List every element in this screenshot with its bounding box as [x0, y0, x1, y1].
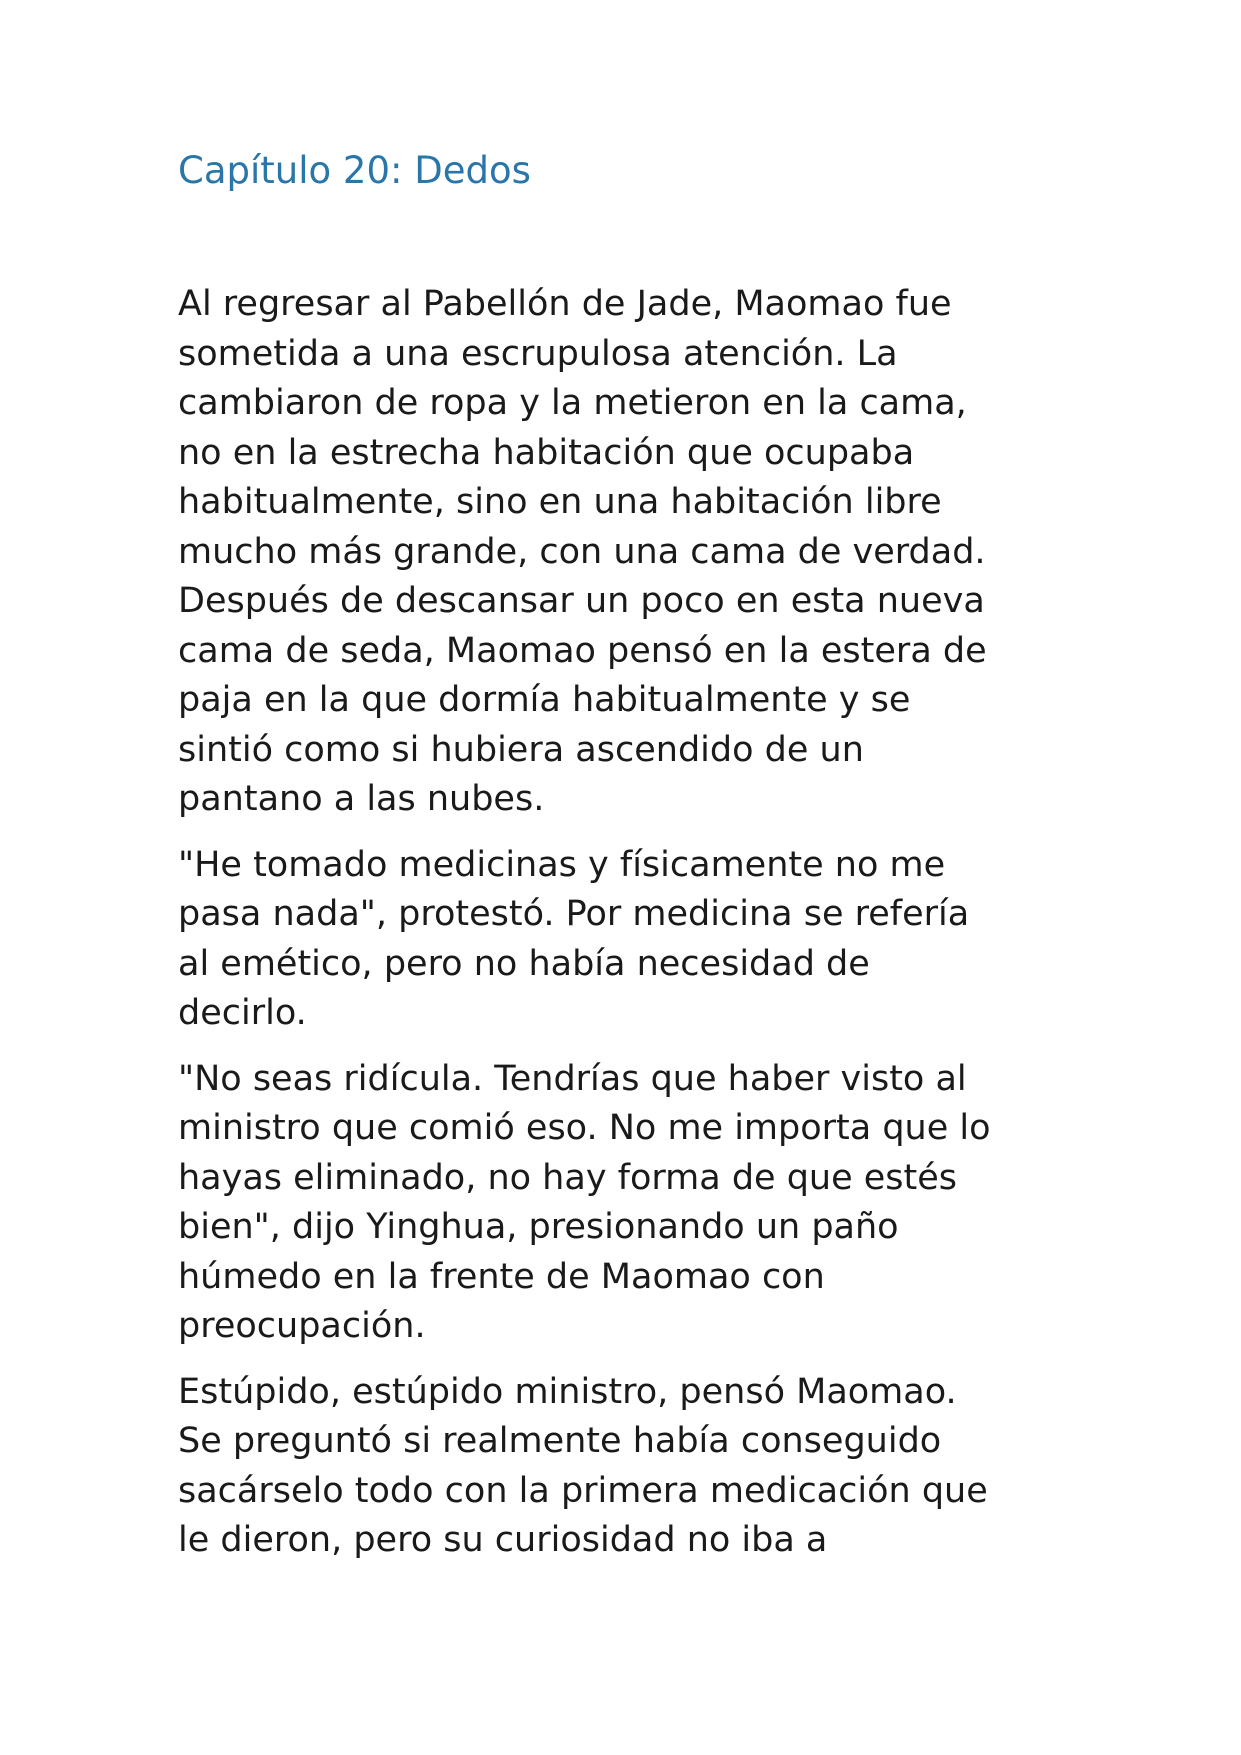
text-line: Estúpido, estúpido ministro, pensó Maomao. — [178, 1371, 957, 1412]
text-line: hayas eliminado, no hay forma de que estés — [178, 1157, 958, 1198]
text-line: paja en la que dormía habitualmente y se — [178, 680, 911, 720]
text-line: preocupación. — [178, 1306, 426, 1346]
text-line: le dieron, pero su curiosidad no iba a — [178, 1520, 828, 1560]
text-line: habitualmente, sino en una habitación libre — [178, 482, 942, 522]
paragraph — [178, 1368, 1078, 1566]
text-line: cambiaron de ropa y la metieron en la cama, — [178, 383, 967, 423]
text-line: cama de seda, Maomao pensó en la estera de — [178, 630, 987, 671]
text-line: sintió como si hubiera ascendido de un — [178, 729, 864, 770]
paragraph — [178, 280, 1078, 825]
text-line: decirlo. — [178, 993, 307, 1033]
text-line: Al regresar al Pabellón de Jade, Maomao fue — [178, 284, 952, 324]
text-line: "No seas ridícula. Tendrías que haber visto al — [178, 1058, 967, 1099]
chapter-title: Capítulo 20: Dedos — [178, 149, 531, 192]
text-line: no en la estrecha habitación que ocupaba — [178, 432, 915, 473]
text-line: Se preguntó si realmente había conseguido — [178, 1421, 942, 1461]
text-line: bien", dijo Yinghua, presionando un paño — [178, 1207, 899, 1247]
paragraph — [178, 1055, 1078, 1352]
text-line: mucho más grande, con una cama de verdad. — [178, 531, 986, 572]
text-line: sacárselo todo con la primera medicación que — [178, 1470, 988, 1511]
text-line: ministro que comió eso. No me importa que lo — [178, 1108, 991, 1148]
text-line: húmedo en la frente de Maomao con — [178, 1256, 825, 1297]
text-line: pantano a las nubes. — [178, 779, 545, 819]
text-line: pasa nada", protestó. Por medicina se refería — [178, 894, 970, 934]
paragraph — [178, 841, 1078, 1039]
text-line: Después de descansar un poco en esta nueva — [178, 581, 985, 621]
text-line: al emético, pero no había necesidad de — [178, 943, 870, 984]
chapter-body — [178, 280, 1078, 1582]
text-line: "He tomado medicinas y físicamente no me — [178, 844, 946, 885]
text-line: sometida a una escrupulosa atención. La — [178, 333, 898, 374]
